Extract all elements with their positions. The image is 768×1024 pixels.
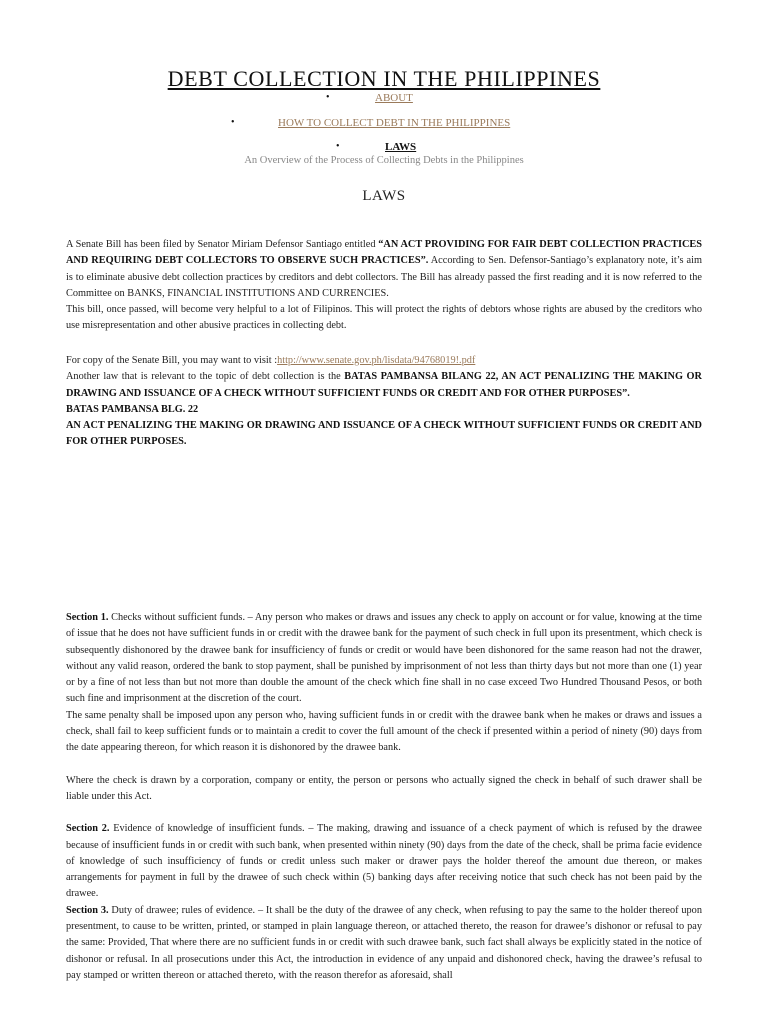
section-3: Section 3. Duty of drawee; rules of evidence. – It shall be the duty of the drawee of any check, when refusing to pay the same to the holder thereof upon presentment, to cause to be written, printed, or stamped in plain language thereon, or attached thereto, the reason for drawee’s dishonor or refusal to pay the same: Provided, That where there are no sufficient funds in or credit with such drawee bank, such fact shall always be explicitly stated in the notice of dishonor or refusal. In all prosecutions under this Act, the introduction in evidence of any unpaid and dishonored check, having the drawee’s refusal to pay stamped or written thereon or attached thereto, with the reason therefor as aforesaid, shall — [66, 904, 702, 981]
nav-link-about[interactable]: ABOUT — [375, 92, 413, 104]
intro-block — [66, 237, 702, 335]
nav-link-how-to-collect[interactable]: HOW TO COLLECT DEBT IN THE PHILIPPINES — [278, 117, 511, 129]
section-1: Section 1. Checks without sufficient funds. – Any person who makes or draws and issues any check to apply on account or for value, knowing at the time of issue that he does not have sufficient funds in or credit with the drawee bank for the payment of such check in full upon its presentment, which check is subsequently dishonored by the drawee bank for insufficiency of funds or credit or would have been dishonored for the same reason had not the drawer, without any valid reason, ordered the bank to stop payment, shall be punished by imprisonment of not less than thirty days but not more than one (1) year or by a fine of not less than but not more than double the amount of the check which fine shall in no case exceed Two Hundred Thousand Pesos, or both such fine and imprisonment at the discretion of the court. — [66, 612, 702, 705]
bp22-title: BATAS PAMBANSA BILANG 22, AN ACT PENALIZING THE MAKING OR DRAWING AND ISSUANCE OF A CHECK WITHOUT SUFFICIENT FUNDS OR CREDIT AND FOR OTHER PURPOSES”. — [66, 371, 702, 399]
site-title: DEBT COLLECTION IN THE PHILIPPINES — [167, 66, 601, 91]
bullet-icon: • — [326, 92, 330, 103]
nav-link-laws[interactable]: LAWS — [385, 141, 417, 153]
paragraph-senate-bill-link: For copy of the Senate Bill, you may want to visit :http://www.senate.gov.ph/lisdata/94768019!.pdf — [66, 355, 476, 366]
bullet-icon: • — [231, 117, 235, 128]
paragraph-bp22: Another law that is relevant to the topic of debt collection is the BATAS PAMBANSA BILANG 22, AN ACT PENALIZING THE MAKING OR DRAWING AND ISSUANCE OF A CHECK WITHOUT SUFFICIENT FUNDS OR CREDIT AND FOR OTHER PURPOSES”. — [66, 371, 702, 399]
paragraph-senate-bill: A Senate Bill has been filed by Senator Miriam Defensor Santiago entitled “AN ACT PROVIDING FOR FAIR DEBT COLLECTION PRACTICES AND REQUIRING DEBT COLLECTORS TO OBSERVE SUCH PRACTICES”. According to Sen. Defensor-Santiago’s explanatory note, it’s aim is to eliminate abusive debt collection practices by creditors and debt collectors. The Bill has already passed the first reading and it is now referred to the Committee on BANKS, FINANCIAL INSTITUTIONS AND CURRENCIES. — [66, 239, 702, 299]
site-tagline: An Overview of the Process of Collecting Debts in the Philippines — [244, 155, 524, 166]
bullet-icon: • — [336, 141, 340, 152]
bp22-heading: BATAS PAMBANSA BLG. 22 — [66, 403, 199, 415]
bill-title: “AN ACT PROVIDING FOR FAIR DEBT COLLECTION PRACTICES AND REQUIRING DEBT COLLECTORS TO OBSERVE SUCH PRACTICES”. — [66, 239, 702, 267]
section-1-paragraph-3: Where the check is drawn by a corporation, company or entity, the person or persons who actually signed the check in behalf of such drawer shall be liable under this Act. — [66, 774, 702, 802]
law-references-block — [66, 353, 702, 451]
spacer — [66, 757, 702, 773]
paragraph-bill-impact: This bill, once passed, will become very helpful to a lot of Filipinos. This will protect the rights of debtors whose rights are abused by the creditors who use misrepresentation and other abusive practices in collecting debt. — [66, 304, 702, 332]
section-1-label: Section 1. — [66, 612, 109, 623]
section-2: Section 2. Evidence of knowledge of insufficient funds. – The making, drawing and issuance of a check payment of which is refused by the drawee because of insufficient funds in or credit with such bank, when presented within ninety (90) days from the date of the check, shall be prima facie evidence of knowledge of such insufficiency of funds or credit unless such maker or drawer pays the holder thereof the amount due thereon, or makes arrangements for payment in full by the drawee of such check within (5) banking days after receiving notice that such check has not been paid by the drawee. — [66, 823, 702, 900]
section-1-paragraph-2: The same penalty shall be imposed upon any person who, having sufficient funds in or credit with the drawee bank when he makes or draws and issues a check, shall fail to keep sufficient funds or to maintain a credit to cover the full amount of the check if presented within a period of ninety (90) days from the date appearing thereon, for which reason it is dishonored by the drawee bank. — [66, 709, 702, 754]
senate-bill-link[interactable]: http://www.senate.gov.ph/lisdata/94768019!.pdf — [277, 355, 476, 366]
section-3-label: Section 3. — [66, 904, 109, 916]
sections-block — [66, 610, 702, 984]
section-2-label: Section 2. — [66, 823, 110, 835]
bp22-subheading: AN ACT PENALIZING THE MAKING OR DRAWING AND ISSUANCE OF A CHECK WITHOUT SUFFICIENT FUNDS OR CREDIT AND FOR OTHER PURPOSES. — [66, 420, 702, 448]
spacer — [66, 805, 702, 821]
page-heading: LAWS — [362, 188, 406, 204]
